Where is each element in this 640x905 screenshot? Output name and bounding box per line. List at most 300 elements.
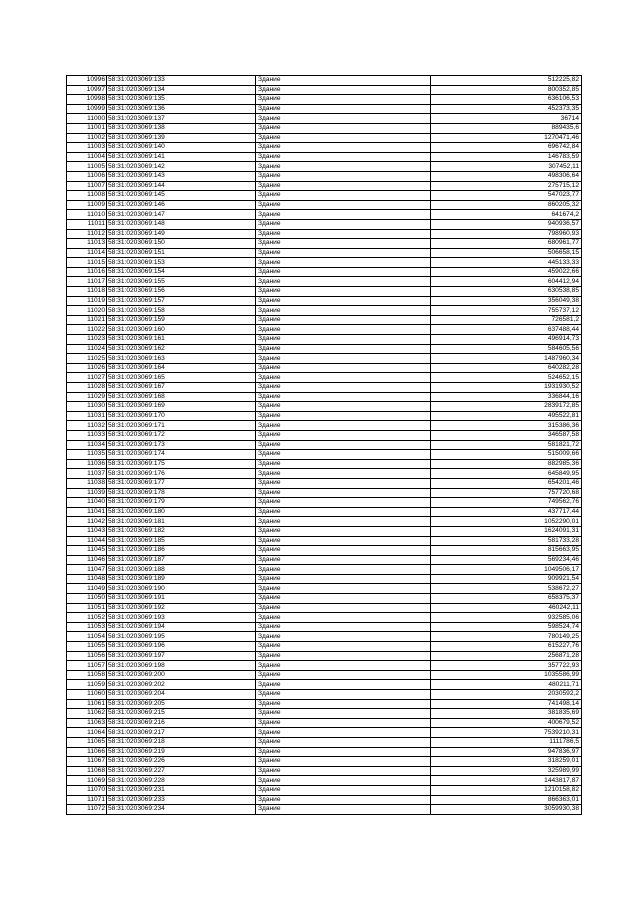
table-row	[67, 239, 582, 249]
cadastral-value-cell: 780149,25	[431, 632, 582, 642]
cadastral-number-cell: 58:31:0203069:204	[107, 690, 256, 700]
cadastral-number-cell: 58:31:0203069:191	[107, 594, 256, 604]
cadastral-number-cell: 58:31:0203069:138	[107, 123, 256, 133]
cadastral-value-cell: 569234,46	[431, 555, 582, 565]
table-row	[67, 143, 582, 153]
cadastral-number-cell: 58:31:0203069:163	[107, 354, 256, 364]
cadastral-number-cell: 58:31:0203069:217	[107, 728, 256, 738]
object-type-cell: Здание	[256, 133, 431, 143]
cadastral-value-cell: 506658,15	[431, 248, 582, 258]
cadastral-value-cell: 800352,85	[431, 85, 582, 95]
table-row	[67, 737, 582, 747]
cadastral-number-cell: 58:31:0203069:146	[107, 200, 256, 210]
cadastral-value-cell: 860205,32	[431, 200, 582, 210]
cadastral-value-cell: 307452,11	[431, 162, 582, 172]
cadastral-value-cell: 346587,58	[431, 430, 582, 440]
cadastral-number-cell: 58:31:0203069:139	[107, 133, 256, 143]
cadastral-number-cell: 58:31:0203069:136	[107, 104, 256, 114]
object-type-cell: Здание	[256, 296, 431, 306]
row-number-cell: 11056	[67, 651, 107, 661]
table-row	[67, 488, 582, 498]
object-type-cell: Здание	[256, 258, 431, 268]
row-number-cell: 11045	[67, 546, 107, 556]
row-number-cell: 11044	[67, 536, 107, 546]
cadastral-number-cell: 58:31:0203069:180	[107, 507, 256, 517]
object-type-cell: Здание	[256, 143, 431, 153]
table-row	[67, 651, 582, 661]
cadastral-number-cell: 58:31:0203069:219	[107, 747, 256, 757]
table-row	[67, 191, 582, 201]
cadastral-value-cell: 680961,77	[431, 239, 582, 249]
row-number-cell: 11059	[67, 680, 107, 690]
cadastral-value-cell: 2030592,2	[431, 690, 582, 700]
row-number-cell: 11027	[67, 373, 107, 383]
cadastral-value-cell: 615227,76	[431, 642, 582, 652]
cadastral-number-cell: 58:31:0203069:177	[107, 478, 256, 488]
row-number-cell: 11071	[67, 795, 107, 805]
object-type-cell: Здание	[256, 248, 431, 258]
cadastral-value-cell: 1931930,52	[431, 383, 582, 393]
registry-table-body	[67, 76, 582, 815]
cadastral-number-cell: 58:31:0203069:155	[107, 277, 256, 287]
row-number-cell: 11029	[67, 392, 107, 402]
cadastral-value-cell: 524652,15	[431, 373, 582, 383]
cadastral-number-cell: 58:31:0203069:215	[107, 709, 256, 719]
cadastral-number-cell: 58:31:0203069:175	[107, 459, 256, 469]
registry-table-container	[66, 75, 579, 815]
cadastral-value-cell: 459022,66	[431, 267, 582, 277]
table-row	[67, 795, 582, 805]
row-number-cell: 11032	[67, 421, 107, 431]
row-number-cell: 11055	[67, 642, 107, 652]
object-type-cell: Здание	[256, 469, 431, 479]
cadastral-value-cell: 515009,66	[431, 450, 582, 460]
cadastral-number-cell: 58:31:0203069:218	[107, 737, 256, 747]
object-type-cell: Здание	[256, 785, 431, 795]
cadastral-number-cell: 58:31:0203069:178	[107, 488, 256, 498]
object-type-cell: Здание	[256, 383, 431, 393]
cadastral-value-cell: 1049506,17	[431, 565, 582, 575]
row-number-cell: 11009	[67, 200, 107, 210]
cadastral-number-cell: 58:31:0203069:193	[107, 613, 256, 623]
table-row	[67, 402, 582, 412]
row-number-cell: 11047	[67, 565, 107, 575]
table-row	[67, 383, 582, 393]
row-number-cell: 11006	[67, 171, 107, 181]
cadastral-value-cell: 1210158,82	[431, 785, 582, 795]
object-type-cell: Здание	[256, 565, 431, 575]
cadastral-value-cell: 741498,14	[431, 699, 582, 709]
row-number-cell: 11040	[67, 498, 107, 508]
object-type-cell: Здание	[256, 699, 431, 709]
table-row	[67, 565, 582, 575]
cadastral-value-cell: 882985,36	[431, 459, 582, 469]
row-number-cell: 11039	[67, 488, 107, 498]
cadastral-number-cell: 58:31:0203069:151	[107, 248, 256, 258]
cadastral-value-cell: 318259,01	[431, 757, 582, 767]
object-type-cell: Здание	[256, 315, 431, 325]
row-number-cell: 11053	[67, 622, 107, 632]
row-number-cell: 11012	[67, 229, 107, 239]
object-type-cell: Здание	[256, 536, 431, 546]
row-number-cell: 11035	[67, 450, 107, 460]
table-row	[67, 267, 582, 277]
object-type-cell: Здание	[256, 430, 431, 440]
cadastral-number-cell: 58:31:0203069:176	[107, 469, 256, 479]
table-row	[67, 123, 582, 133]
row-number-cell: 11025	[67, 354, 107, 364]
cadastral-value-cell: 636106,53	[431, 95, 582, 105]
object-type-cell: Здание	[256, 632, 431, 642]
object-type-cell: Здание	[256, 229, 431, 239]
cadastral-value-cell: 256871,28	[431, 651, 582, 661]
cadastral-value-cell: 940936,57	[431, 219, 582, 229]
cadastral-number-cell: 58:31:0203069:186	[107, 546, 256, 556]
cadastral-number-cell: 58:31:0203069:141	[107, 152, 256, 162]
object-type-cell: Здание	[256, 152, 431, 162]
row-number-cell: 11046	[67, 555, 107, 565]
cadastral-number-cell: 58:31:0203069:188	[107, 565, 256, 575]
cadastral-number-cell: 58:31:0203069:216	[107, 718, 256, 728]
table-row	[67, 325, 582, 335]
row-number-cell: 11008	[67, 191, 107, 201]
cadastral-value-cell: 630538,85	[431, 287, 582, 297]
object-type-cell: Здание	[256, 114, 431, 124]
cadastral-number-cell: 58:31:0203069:135	[107, 95, 256, 105]
cadastral-value-cell: 357722,93	[431, 661, 582, 671]
cadastral-value-cell: 889435,6	[431, 123, 582, 133]
cadastral-number-cell: 58:31:0203069:145	[107, 191, 256, 201]
cadastral-number-cell: 58:31:0203069:156	[107, 287, 256, 297]
cadastral-number-cell: 58:31:0203069:197	[107, 651, 256, 661]
table-row	[67, 373, 582, 383]
table-row	[67, 200, 582, 210]
object-type-cell: Здание	[256, 104, 431, 114]
table-row	[67, 584, 582, 594]
object-type-cell: Здание	[256, 363, 431, 373]
object-type-cell: Здание	[256, 546, 431, 556]
cadastral-value-cell: 381835,69	[431, 709, 582, 719]
row-number-cell: 11057	[67, 661, 107, 671]
object-type-cell: Здание	[256, 766, 431, 776]
cadastral-number-cell: 58:31:0203069:196	[107, 642, 256, 652]
row-number-cell: 11066	[67, 747, 107, 757]
object-type-cell: Здание	[256, 574, 431, 584]
row-number-cell: 11060	[67, 690, 107, 700]
table-row	[67, 757, 582, 767]
row-number-cell: 11061	[67, 699, 107, 709]
row-number-cell: 11010	[67, 210, 107, 220]
table-row	[67, 152, 582, 162]
row-number-cell: 11042	[67, 517, 107, 527]
row-number-cell: 11003	[67, 143, 107, 153]
row-number-cell: 11017	[67, 277, 107, 287]
cadastral-value-cell: 547023,77	[431, 191, 582, 201]
table-row	[67, 392, 582, 402]
object-type-cell: Здание	[256, 181, 431, 191]
cadastral-value-cell: 400679,52	[431, 718, 582, 728]
cadastral-value-cell: 146783,59	[431, 152, 582, 162]
object-type-cell: Здание	[256, 440, 431, 450]
object-type-cell: Здание	[256, 709, 431, 719]
object-type-cell: Здание	[256, 95, 431, 105]
row-number-cell: 11036	[67, 459, 107, 469]
table-row	[67, 728, 582, 738]
cadastral-value-cell: 538672,27	[431, 584, 582, 594]
cadastral-number-cell: 58:31:0203069:168	[107, 392, 256, 402]
row-number-cell: 11050	[67, 594, 107, 604]
table-row	[67, 440, 582, 450]
row-number-cell: 11069	[67, 776, 107, 786]
object-type-cell: Здание	[256, 584, 431, 594]
object-type-cell: Здание	[256, 594, 431, 604]
cadastral-number-cell: 58:31:0203069:187	[107, 555, 256, 565]
object-type-cell: Здание	[256, 603, 431, 613]
object-type-cell: Здание	[256, 162, 431, 172]
object-type-cell: Здание	[256, 661, 431, 671]
object-type-cell: Здание	[256, 171, 431, 181]
cadastral-number-cell: 58:31:0203069:228	[107, 776, 256, 786]
object-type-cell: Здание	[256, 277, 431, 287]
table-row	[67, 296, 582, 306]
object-type-cell: Здание	[256, 267, 431, 277]
object-type-cell: Здание	[256, 306, 431, 316]
cadastral-value-cell: 1270471,46	[431, 133, 582, 143]
table-row	[67, 632, 582, 642]
cadastral-number-cell: 58:31:0203069:162	[107, 344, 256, 354]
table-row	[67, 277, 582, 287]
object-type-cell: Здание	[256, 402, 431, 412]
table-row	[67, 181, 582, 191]
cadastral-number-cell: 58:31:0203069:149	[107, 229, 256, 239]
object-type-cell: Здание	[256, 613, 431, 623]
cadastral-value-cell: 480211,71	[431, 680, 582, 690]
table-row	[67, 574, 582, 584]
cadastral-value-cell: 356049,38	[431, 296, 582, 306]
cadastral-number-cell: 58:31:0203069:173	[107, 440, 256, 450]
cadastral-value-cell: 581821,72	[431, 440, 582, 450]
cadastral-value-cell: 658375,37	[431, 594, 582, 604]
row-number-cell: 11023	[67, 335, 107, 345]
table-row	[67, 718, 582, 728]
cadastral-number-cell: 58:31:0203069:140	[107, 143, 256, 153]
table-row	[67, 354, 582, 364]
row-number-cell: 11030	[67, 402, 107, 412]
table-row	[67, 459, 582, 469]
object-type-cell: Здание	[256, 421, 431, 431]
cadastral-number-cell: 58:31:0203069:154	[107, 267, 256, 277]
cadastral-number-cell: 58:31:0203069:150	[107, 239, 256, 249]
object-type-cell: Здание	[256, 411, 431, 421]
object-type-cell: Здание	[256, 728, 431, 738]
object-type-cell: Здание	[256, 757, 431, 767]
cadastral-number-cell: 58:31:0203069:190	[107, 584, 256, 594]
cadastral-number-cell: 58:31:0203069:198	[107, 661, 256, 671]
object-type-cell: Здание	[256, 200, 431, 210]
table-row	[67, 670, 582, 680]
object-type-cell: Здание	[256, 392, 431, 402]
table-row	[67, 785, 582, 795]
table-row	[67, 248, 582, 258]
row-number-cell: 11034	[67, 440, 107, 450]
row-number-cell: 10997	[67, 85, 107, 95]
cadastral-number-cell: 58:31:0203069:233	[107, 795, 256, 805]
table-row	[67, 766, 582, 776]
cadastral-number-cell: 58:31:0203069:165	[107, 373, 256, 383]
cadastral-value-cell: 7539210,31	[431, 728, 582, 738]
table-row	[67, 95, 582, 105]
table-row	[67, 229, 582, 239]
cadastral-number-cell: 58:31:0203069:169	[107, 402, 256, 412]
object-type-cell: Здание	[256, 210, 431, 220]
cadastral-value-cell: 598524,74	[431, 622, 582, 632]
table-row	[67, 162, 582, 172]
row-number-cell: 11024	[67, 344, 107, 354]
cadastral-number-cell: 58:31:0203069:181	[107, 517, 256, 527]
table-row	[67, 680, 582, 690]
cadastral-value-cell: 696742,84	[431, 143, 582, 153]
row-number-cell: 11038	[67, 478, 107, 488]
object-type-cell: Здание	[256, 526, 431, 536]
row-number-cell: 11019	[67, 296, 107, 306]
row-number-cell: 11070	[67, 785, 107, 795]
cadastral-value-cell: 909921,54	[431, 574, 582, 584]
cadastral-value-cell: 641674,2	[431, 210, 582, 220]
cadastral-value-cell: 815663,95	[431, 546, 582, 556]
cadastral-value-cell: 584605,56	[431, 344, 582, 354]
table-row	[67, 526, 582, 536]
table-row	[67, 603, 582, 613]
cadastral-number-cell: 58:31:0203069:148	[107, 219, 256, 229]
cadastral-number-cell: 58:31:0203069:194	[107, 622, 256, 632]
row-number-cell: 11031	[67, 411, 107, 421]
table-row	[67, 133, 582, 143]
table-row	[67, 478, 582, 488]
cadastral-value-cell: 452373,35	[431, 104, 582, 114]
row-number-cell: 11016	[67, 267, 107, 277]
object-type-cell: Здание	[256, 373, 431, 383]
object-type-cell: Здание	[256, 555, 431, 565]
cadastral-value-cell: 947836,97	[431, 747, 582, 757]
table-row	[67, 613, 582, 623]
table-row	[67, 747, 582, 757]
row-number-cell: 11002	[67, 133, 107, 143]
cadastral-value-cell: 496914,73	[431, 335, 582, 345]
row-number-cell: 11062	[67, 709, 107, 719]
row-number-cell: 10998	[67, 95, 107, 105]
table-row	[67, 344, 582, 354]
cadastral-number-cell: 58:31:0203069:200	[107, 670, 256, 680]
row-number-cell: 11021	[67, 315, 107, 325]
object-type-cell: Здание	[256, 670, 431, 680]
cadastral-number-cell: 58:31:0203069:231	[107, 785, 256, 795]
row-number-cell: 11028	[67, 383, 107, 393]
table-row	[67, 776, 582, 786]
table-row	[67, 546, 582, 556]
table-row	[67, 450, 582, 460]
object-type-cell: Здание	[256, 287, 431, 297]
object-type-cell: Здание	[256, 680, 431, 690]
object-type-cell: Здание	[256, 795, 431, 805]
cadastral-value-cell: 3059930,38	[431, 805, 582, 815]
object-type-cell: Здание	[256, 325, 431, 335]
table-row	[67, 76, 582, 86]
row-number-cell: 11013	[67, 239, 107, 249]
object-type-cell: Здание	[256, 642, 431, 652]
table-row	[67, 411, 582, 421]
table-row	[67, 661, 582, 671]
row-number-cell: 11048	[67, 574, 107, 584]
object-type-cell: Здание	[256, 488, 431, 498]
row-number-cell: 11014	[67, 248, 107, 258]
object-type-cell: Здание	[256, 219, 431, 229]
row-number-cell: 11063	[67, 718, 107, 728]
cadastral-number-cell: 58:31:0203069:153	[107, 258, 256, 268]
object-type-cell: Здание	[256, 776, 431, 786]
cadastral-number-cell: 58:31:0203069:195	[107, 632, 256, 642]
row-number-cell: 11033	[67, 430, 107, 440]
cadastral-number-cell: 58:31:0203069:234	[107, 805, 256, 815]
cadastral-number-cell: 58:31:0203069:158	[107, 306, 256, 316]
cadastral-number-cell: 58:31:0203069:226	[107, 757, 256, 767]
cadastral-value-cell: 315386,36	[431, 421, 582, 431]
row-number-cell: 11001	[67, 123, 107, 133]
cadastral-value-cell: 2839172,85	[431, 402, 582, 412]
cadastral-number-cell: 58:31:0203069:134	[107, 85, 256, 95]
object-type-cell: Здание	[256, 191, 431, 201]
cadastral-value-cell: 637488,44	[431, 325, 582, 335]
cadastral-number-cell: 58:31:0203069:170	[107, 411, 256, 421]
table-row	[67, 430, 582, 440]
table-row	[67, 690, 582, 700]
cadastral-value-cell: 336844,16	[431, 392, 582, 402]
table-row	[67, 85, 582, 95]
object-type-cell: Здание	[256, 354, 431, 364]
cadastral-number-cell: 58:31:0203069:160	[107, 325, 256, 335]
object-type-cell: Здание	[256, 344, 431, 354]
row-number-cell: 11015	[67, 258, 107, 268]
registry-table	[66, 75, 582, 815]
cadastral-value-cell: 275715,12	[431, 181, 582, 191]
row-number-cell: 11064	[67, 728, 107, 738]
object-type-cell: Здание	[256, 622, 431, 632]
cadastral-value-cell: 755737,12	[431, 306, 582, 316]
cadastral-number-cell: 58:31:0203069:172	[107, 430, 256, 440]
cadastral-number-cell: 58:31:0203069:159	[107, 315, 256, 325]
row-number-cell: 10996	[67, 76, 107, 86]
cadastral-number-cell: 58:31:0203069:171	[107, 421, 256, 431]
table-row	[67, 363, 582, 373]
row-number-cell: 11068	[67, 766, 107, 776]
row-number-cell: 11022	[67, 325, 107, 335]
cadastral-number-cell: 58:31:0203069:174	[107, 450, 256, 460]
object-type-cell: Здание	[256, 123, 431, 133]
cadastral-number-cell: 58:31:0203069:133	[107, 76, 256, 86]
cadastral-value-cell: 932585,06	[431, 613, 582, 623]
row-number-cell: 11011	[67, 219, 107, 229]
cadastral-value-cell: 1624091,31	[431, 526, 582, 536]
row-number-cell: 11054	[67, 632, 107, 642]
table-row	[67, 594, 582, 604]
table-row	[67, 114, 582, 124]
row-number-cell: 11052	[67, 613, 107, 623]
table-row	[67, 469, 582, 479]
cadastral-value-cell: 654201,46	[431, 478, 582, 488]
cadastral-number-cell: 58:31:0203069:137	[107, 114, 256, 124]
object-type-cell: Здание	[256, 517, 431, 527]
row-number-cell: 11051	[67, 603, 107, 613]
cadastral-number-cell: 58:31:0203069:182	[107, 526, 256, 536]
